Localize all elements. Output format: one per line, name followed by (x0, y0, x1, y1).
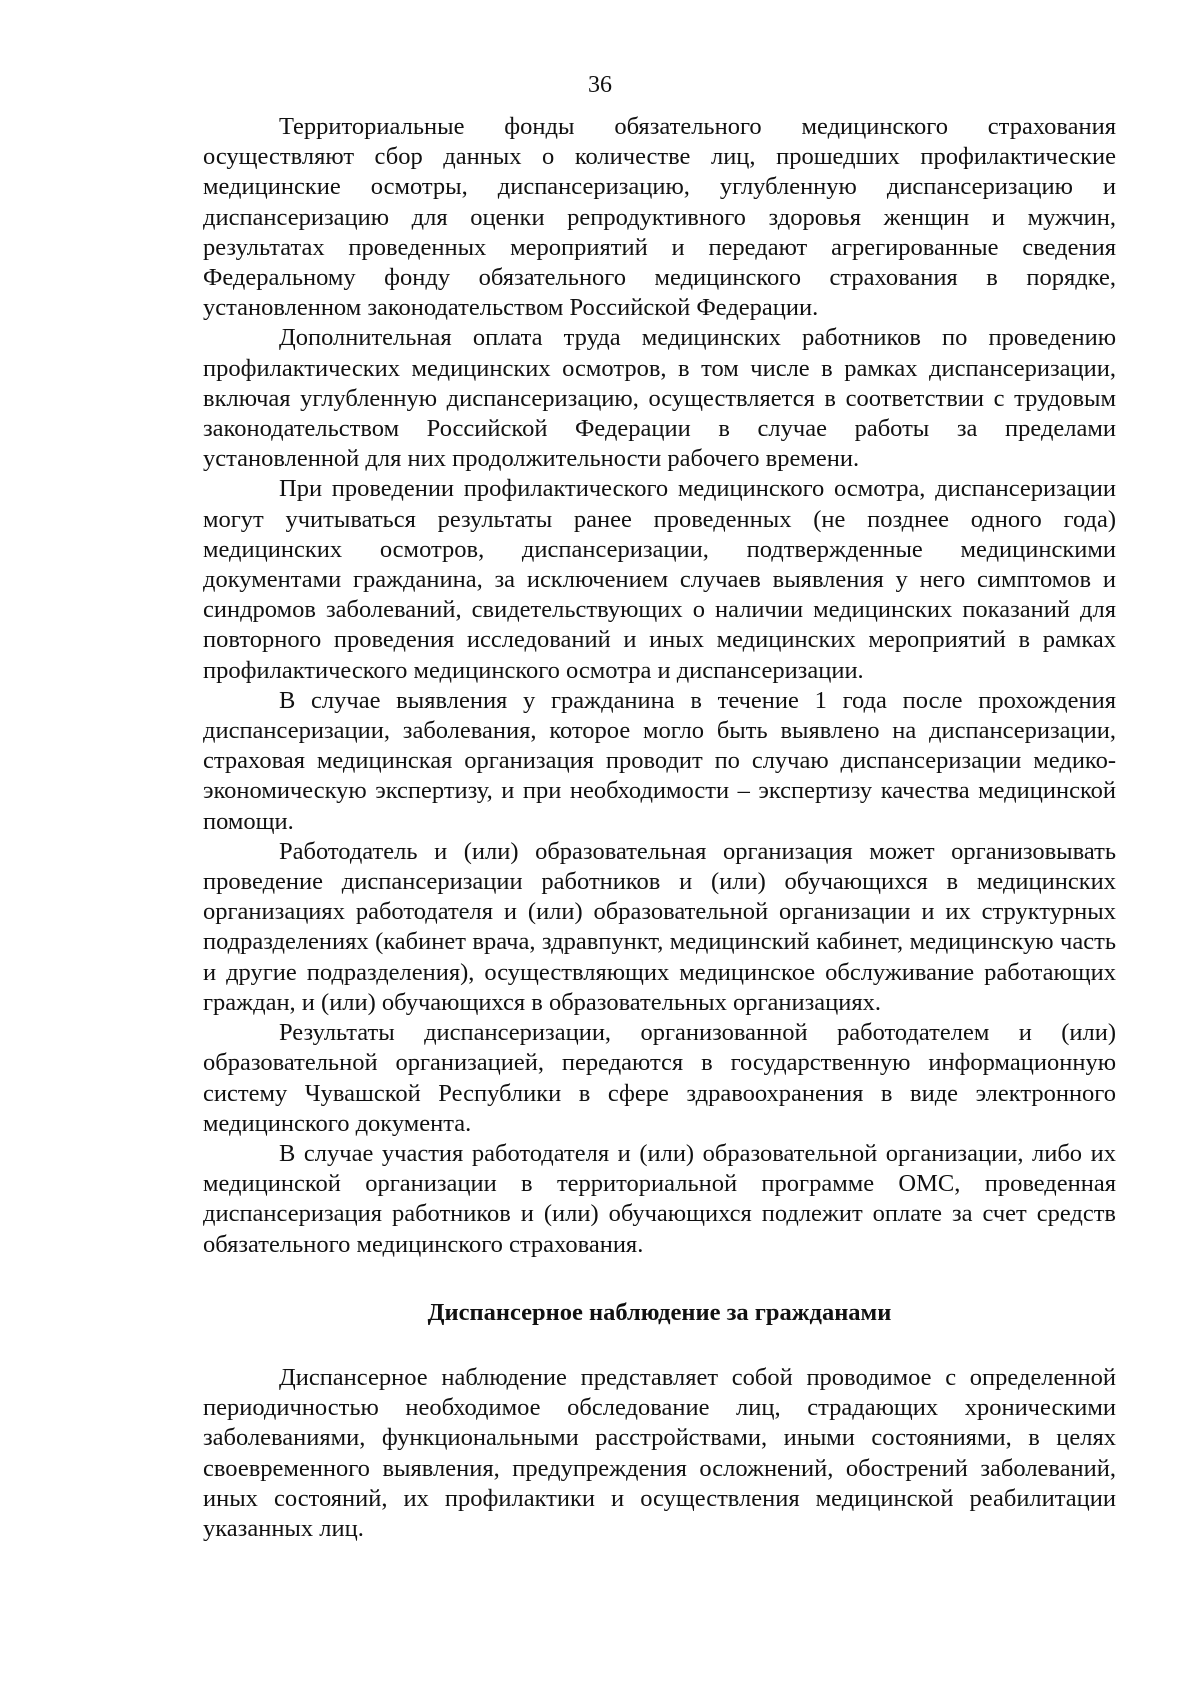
section-heading: Диспансерное наблюдение за гражданами (427, 1298, 892, 1326)
paragraph-tfoms-data-collection: Территориальные фонды обязательного медицинского страхования осуществляют сбор данных о количестве лиц, прошедших профилактические медицинские осмотры, диспансеризацию, углубленную диспансеризацию и диспансеризацию для оценки репродуктивного здоровья женщин и мужчин, результатах проведенных мероприятий и передают агрегированные сведения Федеральному фонду обязательного медицинского страхования в порядке, установленном законодательством Российской Федерации. (203, 113, 1116, 322)
document-body (203, 112, 1116, 1544)
paragraph-previous-results: При проведении профилактического медицинского осмотра, диспансеризации могут учитываться результаты ранее проведенных (не позднее одного года) медицинских осмотров, диспансеризации, подтвержденные медицинскими документами гражданина, за исключением случаев выявления у него симптомов и синдромов заболеваний, свидетельствующих о наличии медицинских показаний для повторного проведения исследований и иных медицинских мероприятий в рамках профилактического медицинского осмотра и диспансеризации. (203, 475, 1116, 684)
paragraph-results-transfer: Результаты диспансеризации, организованной работодателем и (или) образовательной организацией, передаются в государственную информационную систему Чувашской Республики в сфере здравоохранения в виде электронного медицинского документа. (203, 1019, 1116, 1137)
paragraph-additional-pay: Дополнительная оплата труда медицинских работников по проведению профилактических медицинских осмотров, в том числе в рамках диспансеризации, включая углубленную диспансеризацию, осуществляется в соответствии с трудовым законодательством Российской Федерации в случае работы за пределами установленной для них продолжительности рабочего времени. (203, 324, 1116, 473)
paragraph-employer-organization: Работодатель и (или) образовательная организация может организовывать проведение диспансеризации работников и (или) обучающихся в медицинских организациях работодателя и (или) образовательной организации и их структурных подразделениях (кабинет врача, здравпункт, медицинский кабинет, медицинскую часть и другие подразделения), осуществляющих медицинское обслуживание работающих граждан, и (или) обучающихся в образовательных организациях. (203, 837, 1116, 1016)
paragraph-oms-payment: В случае участия работодателя и (или) образовательной организации, либо их медицинской организации в территориальной программе ОМС, проведенная диспансеризация работников и (или) обучающихся подлежит оплате за счет средств обязательного медицинского страхования. (203, 1139, 1116, 1258)
page-number: 36 (588, 72, 612, 98)
paragraph-expertise: В случае выявления у гражданина в течение 1 года после прохождения диспансеризации, заболевания, которое могло быть выявлено на диспансеризации, страховая медицинская организация проводит по случаю диспансеризации медико-экономическую экспертизу, и при необходимости – экспертизу качества медицинской помощи. (203, 686, 1116, 835)
paragraph-dispensary-observation: Диспансерное наблюдение представляет собой проводимое с определенной периодичностью необходимое обследование лиц, страдающих хроническими заболеваниями, функциональными расстройствами, иными состояниями, в целях своевременного выявления, предупреждения осложнений, обострений заболеваний, иных состояний, их профилактики и осуществления медицинской реабилитации указанных лиц. (203, 1363, 1116, 1542)
